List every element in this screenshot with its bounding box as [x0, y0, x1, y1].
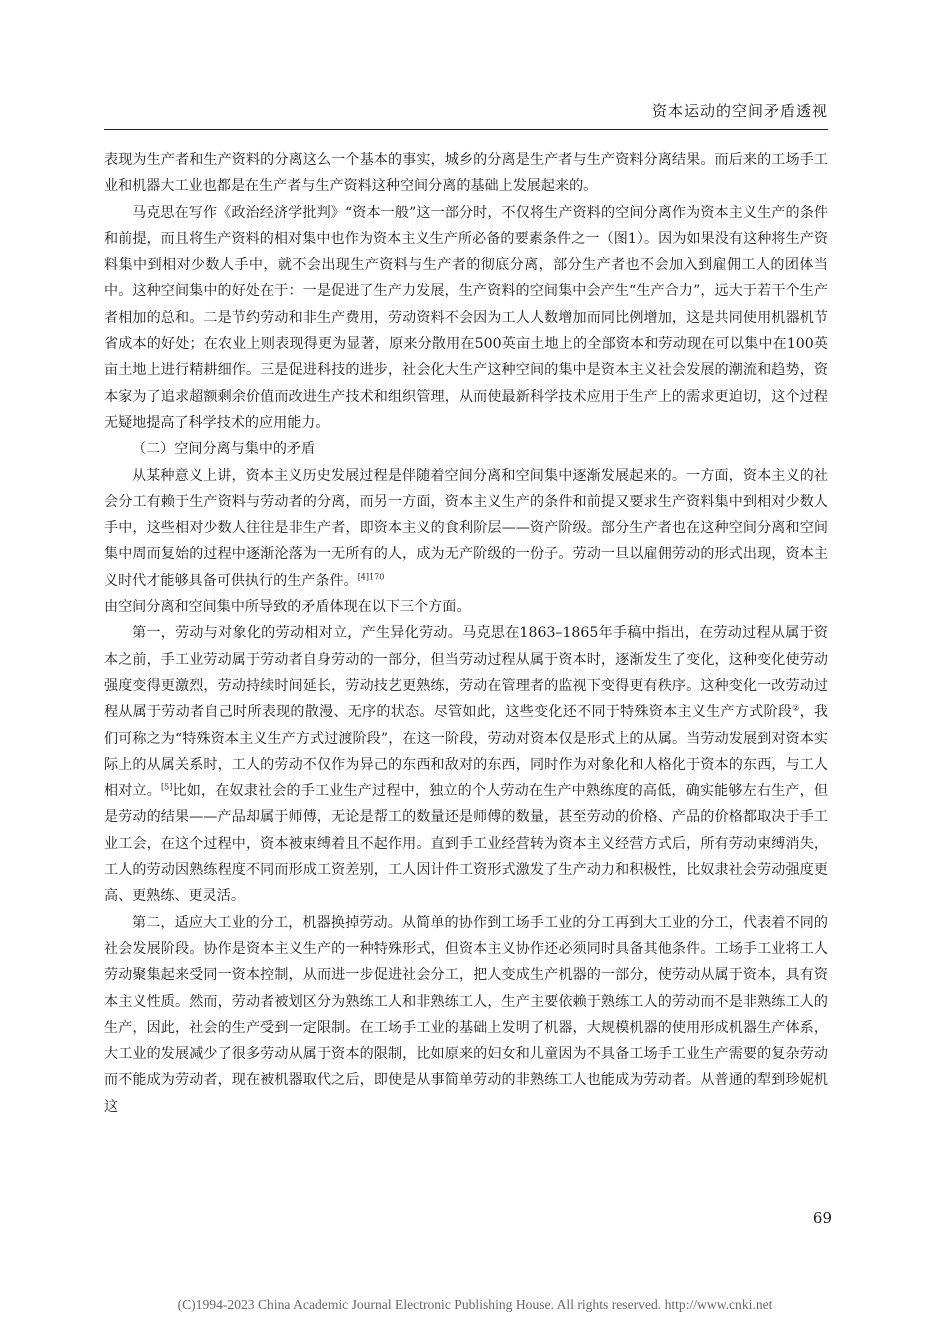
running-header [104, 100, 828, 130]
section-heading: （二）空间分离与集中的矛盾 [132, 441, 316, 458]
page-number: 69 [812, 1209, 832, 1227]
article-body [104, 147, 828, 1120]
paragraph: 从某种意义上讲，资本主义历史发展过程是伴随着空间分离和空间集中逐渐发展起来的。一方面，资本主义的社会分工有赖于生产资料与劳动者的分离，而另一方面，资本主义生产的条件和前提又要求生产资料集中到相对少数人手中，这些相对少数人往往是非生产者，即资本主义的食利阶层——资产阶级。部分生产者也在这种空间分离和空间集中周而复始的过程中逐渐沦落为一无所有的人，成为无产阶级的一份子。劳动一旦以雇佣劳动的形式出现，资本主义时代才能够具备可供执行的生产条件。$^{[4]170}$ 由空间分离和空间集中所导致的矛盾体现在以下三个方面。 [104, 467, 828, 616]
copyright-footer: (C)1994-2023 China Academic Journal Electronic Publishing House. All rights reserved. http://www.cnki.net [177, 1297, 773, 1312]
running-title: 资本运动的空间矛盾透视 [651, 102, 828, 120]
footnote-ref[interactable]: ② [792, 703, 800, 713]
citation-ref[interactable]: [5] [161, 782, 173, 792]
paragraph: 第二，适应大工业的分工，机器换掉劳动。从简单的协作到工场手工业的分工再到大工业的分工，代表着不同的社会发展阶段。协作是资本主义生产的一种特殊形式，但资本主义协作还必须同时具备其他条件。工场手工业将工人劳动聚集起来受同一资本控制，从而进一步促进社会分工，把人变成生产机器的一部分，使劳动从属于资本，具有资本主义性质。然而，劳动者被划区分为熟练工人和非熟练工人，生产主要依赖于熟练工人的劳动而不是非熟练工人的生产，因此，社会的生产受到一定限制。在工场手工业的基础上发明了机器，大规模机器的使用形成机器生产体系，大工业的发展减少了很多劳动从属于资本的限制，比如原来的妇女和儿童因为不具备工场手工业生产需要的复杂劳动而不能成为劳动者，现在被机器取代之后，即使是从事简单劳动的非熟练工人也能成为劳动者。从普通的犁到珍妮机这 [104, 914, 828, 1115]
paragraph: 马克思在写作《政治经济学批判》“资本一般”这一部分时，不仅将生产资料的空间分离作为资本主义生产的条件和前提，而且将生产资料的相对集中也作为资本主义生产所必备的要素条件之一（图1）。因为如果没有这种将生产资料集中到相对少数人手中，就不会出现生产资料与生产者的彻底分离，部分生产者也不会加入到雇佣工人的团体当中。这种空间集中的好处在于：一是促进了生产力发展，生产资料的空间集中会产生“生产合力”，远大于若干个生产者相加的总和。二是节约劳动和非生产费用，劳动资料不会因为工人人数增加而同比例增加，这是共同使用机器机节省成本的好处；在农业上则表现得更为显著，原来分散用在500英亩土地上的全部资本和劳动现在可以集中在100英亩土地上进行精耕细作。三是促进科技的进步，社会化大生产这种空间的集中是资本主义社会发展的潮流和趋势，资本家为了追求超额剩余价值而改进生产技术和组织管理，从而使最新科学技术应用于生产上的需求更迫切，这个过程无疑地提高了科学技术的应用能力。 [104, 204, 828, 431]
citation-ref[interactable]: [4]170 [357, 572, 385, 582]
paragraph: 表现为生产者和生产资料的分离这么一个基本的事实，城乡的分离是生产者与生产资料分离结果。而后来的工场手工业和机器大工业也都是在生产者与生产资料这种空间分离的基础上发展起来的。 [104, 152, 828, 195]
paragraph: 第一，劳动与对象化的劳动相对立，产生异化劳动。马克思在1863–1865年手稿中指出，在劳动过程从属于资本之前，手工业劳动属于劳动者自身劳动的一部分，但当劳动过程从属于资本时，逐渐发生了变化，这种变化使劳动强度变得更激烈，劳动持续时间延长，劳动技艺更熟练，劳动在管理者的监视下变得更有秩序。这种变化一改劳动过程从属于劳动者自己时所表现的散漫、无序的状态。尽管如此，这些变化还不同于特殊资本主义生产方式阶段②，我们可称之为“特殊资本主义生产方式过渡阶段”，在这一阶段，劳动对资本仅是形式上的从属。当劳动发展到对资本实际上的从属关系时，工人的劳动不仅作为异己的东西和敌对的东西，同时作为对象化和人格化于资本的东西，与工人相对立。[5]比如，在奴隶社会的手工业生产过程中，独立的个人劳动在生产中熟练度的高低，确实能够左右生产，但是劳动的结果——产品却属于师傅，无论是帮工的数量还是师傅的数量，甚至劳动的价格、产品的价格都取决于手工业工会，在这个过程中，资本被束缚着且不起作用。直到手工业经营转为资本主义经营方式后，所有劳动束缚消失，工人的劳动因熟练程度不同而形成工资差别，工人因计件工资形式激发了生产动力和积极性，比奴隶社会劳动强度更高、更熟练、更灵活。 [104, 625, 829, 905]
